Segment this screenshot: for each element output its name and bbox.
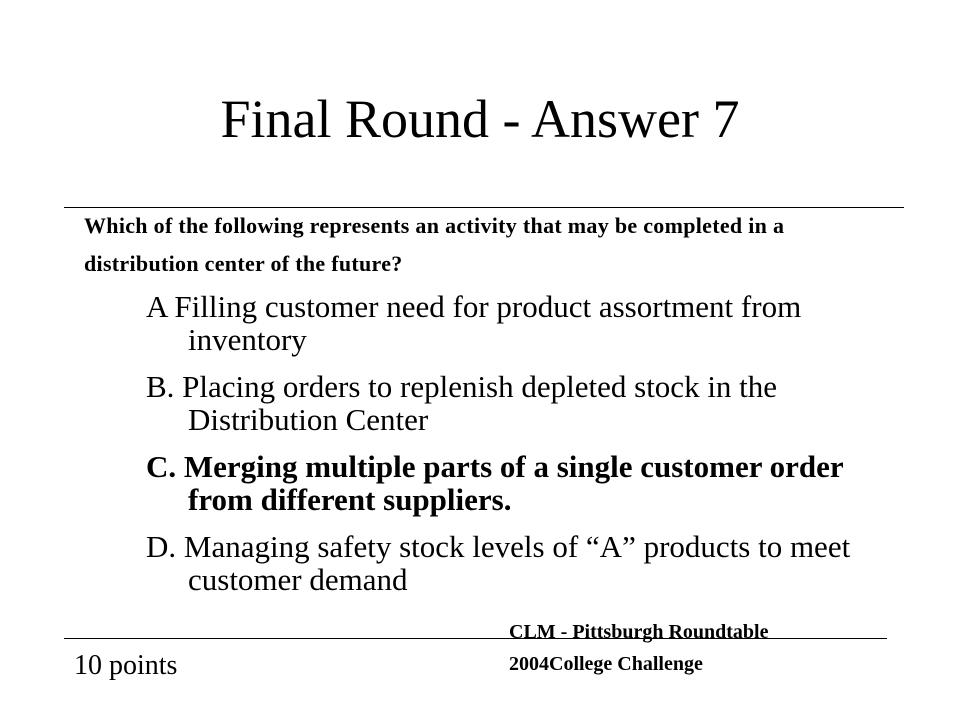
option-d: D. Managing safety stock levels of “A” products to meet customer demand [146,529,851,597]
points-label: 10 points [74,650,178,681]
footer-line-2: 2004College Challenge [509,653,703,675]
footer-line-1: CLM - Pittsburgh Roundtable [509,621,769,643]
slide-title: Final Round - Answer 7 [220,89,740,149]
question-text: Which of the following represents an activity that may be completed in a distribution center of the future? [84,213,785,276]
answer-options [146,290,906,610]
bottom-divider-left [64,638,507,639]
option-c-correct: C. Merging multiple parts of a single customer order from different suppliers. [146,449,844,517]
option-a: A Filling customer need for product assortment from inventory [146,289,802,357]
footer-credit [509,616,768,680]
option-b: B. Placing orders to replenish depleted stock in the Distribution Center [146,369,778,437]
